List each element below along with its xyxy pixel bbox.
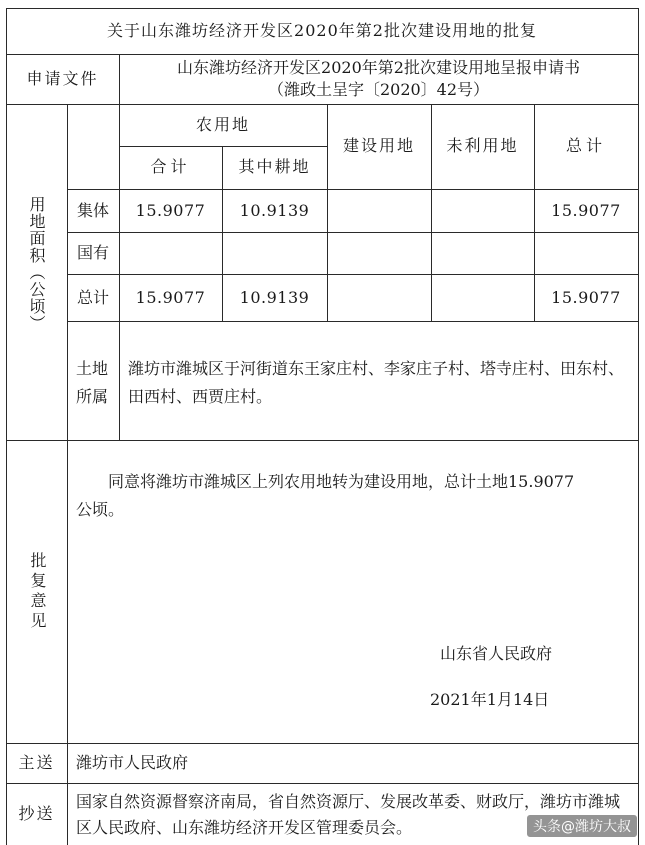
header-total: 总计	[565, 136, 606, 155]
ownership-text: 潍坊市潍城区于河街道东王家庄村、李家庄子村、塔寺庄村、田东村、田西村、西贾庄村。	[128, 359, 625, 406]
cc-text: 国家自然资源督察济南局，省自然资源厅、发展改革委、财政厅，潍坊市潍城区人民政府、山东潍坊经济开发区管理委员会。	[76, 792, 621, 837]
document-title: 关于山东潍坊经济开发区2020年第2批次建设用地的批复	[107, 21, 537, 40]
header-subtotal: 合计	[150, 157, 191, 176]
approval-label: 批复意见	[28, 552, 47, 632]
header-construction: 建设用地	[342, 136, 415, 155]
application-doc-line2: （潍政土呈字〔2020〕42号）	[267, 80, 490, 99]
ownership-label: 土地所属	[76, 359, 109, 406]
rule-below-area	[6, 440, 638, 441]
row-label: 总计	[76, 288, 109, 307]
rule-row-3	[67, 321, 638, 322]
rule-below-sendto	[6, 783, 638, 784]
approval-text: 同意将潍坊市潍城区上列农用地转为建设用地，总计土地15.9077公顷。	[76, 472, 575, 519]
issuer-name: 山东省人民政府	[440, 644, 553, 663]
issue-date: 2021年1月14日	[430, 690, 550, 709]
cell-cultivated: 10.9139	[239, 288, 310, 307]
header-unused: 未利用地	[446, 136, 519, 155]
rule-below-application	[6, 104, 638, 105]
cell-cultivated: 10.9139	[239, 201, 310, 220]
frame-right	[638, 8, 639, 845]
rule-row-1	[67, 232, 638, 233]
rule-row-2	[67, 274, 638, 275]
watermark: 头条@潍坊大叔	[527, 815, 637, 837]
rule-below-approval	[6, 743, 638, 744]
rule-farmland-header	[119, 146, 327, 147]
frame-left	[6, 8, 7, 845]
cell-subtotal: 15.9077	[135, 288, 206, 307]
row-label: 集体	[76, 201, 109, 220]
rule-below-title	[6, 54, 638, 55]
send-to-label: 主送	[18, 753, 55, 772]
area-row-label-divider	[119, 104, 120, 440]
rule-header-bottom	[67, 189, 638, 190]
cell-subtotal: 15.9077	[135, 201, 206, 220]
header-cultivated: 其中耕地	[238, 157, 311, 176]
frame-top	[6, 8, 638, 9]
row-label: 国有	[76, 243, 109, 262]
send-to-text: 潍坊市人民政府	[76, 753, 189, 772]
application-doc-line1: 山东潍坊经济开发区2020年第2批次建设用地呈报申请书	[177, 58, 580, 77]
application-label: 申请文件	[26, 69, 99, 88]
header-farmland: 农用地	[195, 115, 250, 134]
area-section-label: 用地面积（公顷）	[27, 196, 46, 332]
cell-total: 15.9077	[551, 201, 621, 220]
cc-label: 抄送	[18, 804, 55, 823]
cell-total: 15.9077	[551, 288, 621, 307]
